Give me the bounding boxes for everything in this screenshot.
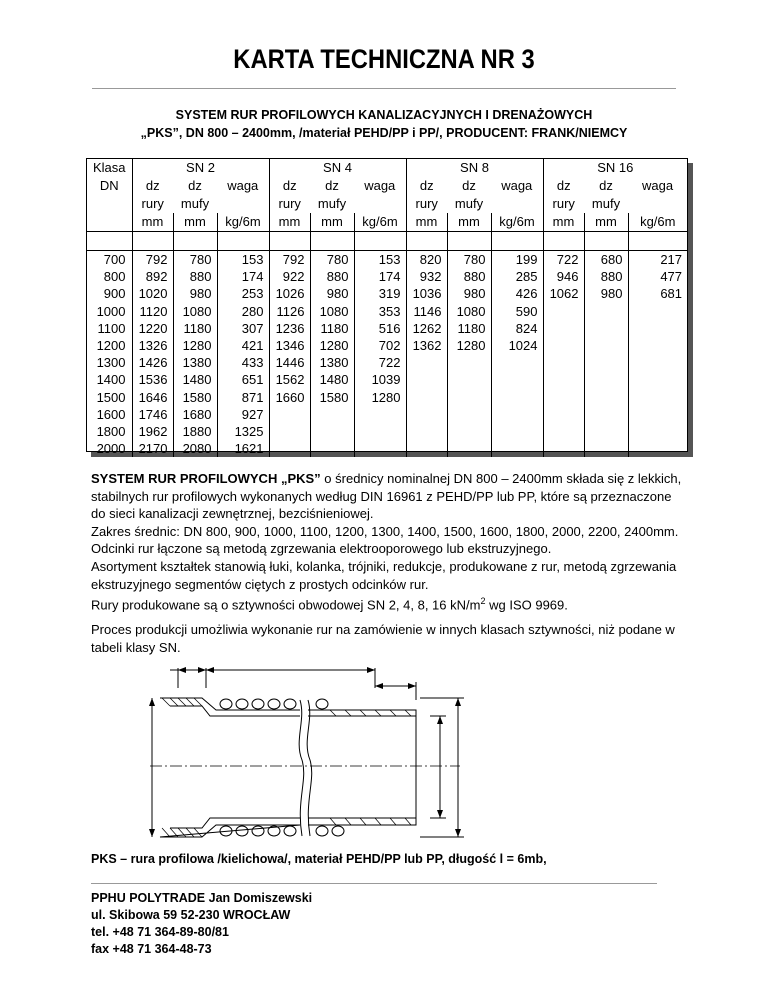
header-mufy: mufy (180, 196, 210, 211)
cell-value (269, 406, 310, 423)
cell-value: 253 (217, 285, 269, 302)
header-klasa: Klasa (92, 160, 126, 175)
header-sn4: SN 4 (269, 159, 406, 177)
table-row (87, 320, 687, 337)
cell-dn: 2000 (96, 441, 126, 457)
cell-value: 1080 (447, 303, 491, 320)
cell-value (447, 389, 491, 406)
cell-value: 680 (584, 251, 628, 269)
cell-value: 871 (217, 389, 269, 406)
table-row (87, 268, 687, 285)
cell-value: 792 (132, 251, 173, 269)
cell-value (310, 406, 354, 423)
cell-value: 477 (628, 268, 687, 285)
cell-value: 1580 (173, 389, 217, 406)
cell-value: 722 (543, 251, 584, 269)
cell-value (584, 337, 628, 354)
desc-line: do sieci kanalizacji zewnętrznej, bezciśnieniowej. (91, 506, 374, 522)
cell-value: 1746 (132, 406, 173, 423)
table-row (87, 423, 687, 440)
cell-value: 1026 (269, 285, 310, 302)
cell-value: 1562 (269, 371, 310, 388)
cell-value (491, 406, 543, 423)
cell-value: 1480 (173, 371, 217, 388)
cell-value (354, 423, 406, 440)
cell-value (491, 423, 543, 440)
header-mufy: mufy (591, 196, 621, 211)
cell-value: 1036 (406, 285, 447, 302)
cell-value: 1180 (447, 320, 491, 337)
cell-value: 1446 (269, 354, 310, 371)
cell-dn: 1200 (96, 338, 126, 354)
cell-value (447, 423, 491, 440)
cell-value (628, 337, 687, 354)
cell-value: 980 (447, 285, 491, 302)
cell-value (628, 320, 687, 337)
header-mm: mm (584, 213, 628, 232)
header-sn8: SN 8 (406, 159, 543, 177)
table-row (87, 337, 687, 354)
break-line (307, 700, 312, 836)
title-divider (92, 88, 676, 89)
desc-line: wg ISO 9969. (485, 597, 568, 613)
cell-value: 590 (491, 303, 543, 320)
cell-value: 1646 (132, 389, 173, 406)
cell-value: 792 (269, 251, 310, 269)
company-address: ul. Skibowa 59 52-230 WROCŁAW (91, 908, 291, 922)
cell-value: 927 (217, 406, 269, 423)
cell-value: 307 (217, 320, 269, 337)
desc-line: Odcinki rur łączone są metodą zgrzewania elektrooporowego lub ekstruzyjnego. (91, 541, 552, 557)
footer-divider (91, 883, 657, 884)
cell-value (310, 423, 354, 440)
cell-value: 1621 (217, 440, 269, 457)
cell-value: 1080 (310, 303, 354, 320)
cell-value (447, 440, 491, 457)
cell-value: 421 (217, 337, 269, 354)
cell-value (543, 406, 584, 423)
table-row (87, 406, 687, 423)
cell-value: 892 (132, 268, 173, 285)
cell-dn: 1300 (96, 355, 126, 371)
description-paragraph (91, 470, 691, 614)
header-waga: waga (364, 178, 396, 193)
prod-line: tabeli klasy SN. (91, 639, 181, 655)
cell-value (584, 423, 628, 440)
cell-value: 824 (491, 320, 543, 337)
cell-value: 820 (406, 251, 447, 269)
cell-value (354, 406, 406, 423)
cell-value (628, 371, 687, 388)
header-dz: dz (325, 178, 339, 193)
cell-value: 1380 (173, 354, 217, 371)
cell-value (354, 440, 406, 457)
cell-value: 1080 (173, 303, 217, 320)
header-rury: rury (269, 195, 310, 213)
header-dz: dz (543, 177, 584, 195)
cell-dn: 700 (103, 252, 126, 267)
cell-value: 1962 (132, 423, 173, 440)
header-dz: dz (599, 178, 613, 193)
page-title: KARTA TECHNICZNA NR 3 (233, 44, 535, 74)
cell-value (491, 389, 543, 406)
cell-value: 980 (310, 285, 354, 302)
header-rury: rury (132, 195, 173, 213)
cell-value (628, 440, 687, 457)
cell-value: 880 (447, 268, 491, 285)
cell-value: 217 (628, 251, 687, 269)
cell-value (584, 320, 628, 337)
cell-value: 174 (217, 268, 269, 285)
desc-line: Rury produkowane są o sztywności obwodowej SN 2, 4, 8, 16 kN/m (91, 597, 481, 613)
cell-value (406, 389, 447, 406)
cell-value: 722 (354, 354, 406, 371)
cell-dn: 1000 (96, 303, 126, 319)
header-mm: mm (406, 213, 447, 232)
desc-line: stabilnych rur profilowych wykonanych według DIN 16961 z PEHD/PP lub PP, które są przeznaczone (91, 488, 672, 504)
cell-value: 1062 (543, 285, 584, 302)
profile-rings-top (220, 699, 328, 709)
pipe-inner-wall (170, 706, 416, 828)
header-sn2: SN 2 (132, 159, 269, 177)
cell-value: 153 (354, 251, 406, 269)
cell-value: 1536 (132, 371, 173, 388)
cell-value: 1680 (173, 406, 217, 423)
header-rury: rury (543, 195, 584, 213)
cell-value (584, 354, 628, 371)
desc-line: ekstruzyjnego segmentów ciętych z prostych odcinków rur. (91, 576, 429, 592)
cell-value (406, 423, 447, 440)
header-mm: mm (132, 213, 173, 232)
socket-hatch (162, 698, 411, 837)
cell-value: 1660 (269, 389, 310, 406)
header-mm: mm (269, 213, 310, 232)
cell-value (406, 440, 447, 457)
cell-value: 1120 (132, 303, 173, 320)
cell-value (447, 371, 491, 388)
cell-value: 426 (491, 285, 543, 302)
cell-value: 174 (354, 268, 406, 285)
cell-value: 1280 (173, 337, 217, 354)
header-dz: dz (406, 177, 447, 195)
cell-value: 651 (217, 371, 269, 388)
cell-value: 353 (354, 303, 406, 320)
desc-line: Zakres średnic: DN 800, 900, 1000, 1100, 1200, 1300, 1400, 1500, 1600, 1800, 2000, 2200, 2400mm. (91, 523, 679, 539)
cell-value (584, 440, 628, 457)
superscript: 2 (480, 596, 486, 607)
cell-value: 1180 (310, 320, 354, 337)
cell-value: 1126 (269, 303, 310, 320)
cell-value: 1039 (354, 371, 406, 388)
company-tel: tel. +48 71 364-89-80/81 (91, 925, 229, 939)
company-fax: fax +48 71 364-48-73 (91, 942, 212, 956)
dim-arrows (149, 667, 461, 837)
cell-value: 780 (173, 251, 217, 269)
cell-value: 1346 (269, 337, 310, 354)
table-row (87, 440, 687, 457)
cell-value: 1280 (354, 389, 406, 406)
cell-value: 880 (310, 268, 354, 285)
cell-value: 780 (447, 251, 491, 269)
header-mm: mm (310, 213, 354, 232)
cell-value: 1380 (310, 354, 354, 371)
cell-value (628, 303, 687, 320)
cell-value (628, 406, 687, 423)
subtitle-line-1: SYSTEM RUR PROFILOWYCH KANALIZACYJNYCH I DRENAŻOWYCH (175, 108, 593, 122)
cell-value (543, 423, 584, 440)
cell-dn: 800 (103, 269, 126, 285)
company-name: PPHU POLYTRADE Jan Domiszewski (91, 891, 313, 905)
header-dz: dz (269, 177, 310, 195)
cell-value: 2170 (132, 440, 173, 457)
header-dn: DN (99, 178, 119, 193)
header-dz: dz (462, 178, 476, 193)
cell-value: 1262 (406, 320, 447, 337)
header-waga: waga (501, 178, 533, 193)
cell-value (543, 389, 584, 406)
cell-value (543, 440, 584, 457)
cell-dn: 1400 (96, 372, 126, 388)
cell-value: 1426 (132, 354, 173, 371)
cell-value (584, 389, 628, 406)
cell-value: 1326 (132, 337, 173, 354)
cell-value (406, 406, 447, 423)
cell-value (628, 354, 687, 371)
cell-value: 285 (491, 268, 543, 285)
cell-value (584, 303, 628, 320)
cell-value: 1146 (406, 303, 447, 320)
cell-value: 2080 (173, 440, 217, 457)
header-dz: dz (188, 178, 202, 193)
break-line (299, 700, 304, 836)
cell-value: 433 (217, 354, 269, 371)
cell-value (543, 303, 584, 320)
header-mm: mm (173, 213, 217, 232)
cell-value: 880 (584, 268, 628, 285)
profile-rings-bottom (220, 826, 344, 836)
cell-dn: 1800 (96, 424, 126, 440)
cell-value: 319 (354, 285, 406, 302)
cell-value: 932 (406, 268, 447, 285)
company-footer (91, 890, 312, 958)
cell-value: 1280 (447, 337, 491, 354)
cell-value: 1480 (310, 371, 354, 388)
header-dz: dz (132, 177, 173, 195)
header-kg: kg/6m (491, 213, 543, 232)
header-kg: kg/6m (217, 213, 269, 232)
header-mm: mm (447, 213, 491, 232)
header-kg: kg/6m (354, 213, 406, 232)
pipe-drawing (130, 660, 490, 840)
cell-value: 1580 (310, 389, 354, 406)
table-body (87, 251, 687, 458)
cell-value: 1325 (217, 423, 269, 440)
cell-value: 153 (217, 251, 269, 269)
cell-dn: 1600 (96, 406, 126, 422)
header-rury: rury (406, 195, 447, 213)
header-mm: mm (543, 213, 584, 232)
system-name: SYSTEM RUR PROFILOWYCH „PKS” (91, 471, 321, 486)
cell-value (543, 354, 584, 371)
header-mufy: mufy (317, 196, 347, 211)
cell-value: 980 (584, 285, 628, 302)
cell-value: 280 (217, 303, 269, 320)
cell-value (269, 423, 310, 440)
table-row (87, 303, 687, 320)
cell-value: 922 (269, 268, 310, 285)
cell-value: 1020 (132, 285, 173, 302)
table-row (87, 389, 687, 406)
cell-value: 880 (173, 268, 217, 285)
cell-value: 1236 (269, 320, 310, 337)
cell-value (491, 354, 543, 371)
cell-value: 1362 (406, 337, 447, 354)
table-row (87, 285, 687, 302)
cell-value (406, 354, 447, 371)
cell-value: 702 (354, 337, 406, 354)
prod-line: Proces produkcji umożliwia wykonanie rur na zamówienie w innych klasach sztywności, niż podane w (91, 622, 675, 637)
cell-value (491, 440, 543, 457)
cell-value: 780 (310, 251, 354, 269)
cell-dn: 1500 (96, 389, 126, 405)
table-row (87, 371, 687, 388)
cell-value: 1180 (173, 320, 217, 337)
drawing-caption: PKS – rura profilowa /kielichowa/, materiał PEHD/PP lub PP, długość l = 6mb, (91, 852, 547, 866)
cell-value (628, 423, 687, 440)
header-kg: kg/6m (628, 213, 687, 232)
cell-value (269, 440, 310, 457)
cell-dn: 900 (103, 286, 126, 302)
cell-value (447, 354, 491, 371)
table-row (87, 251, 687, 269)
table-row (87, 354, 687, 371)
cell-value (447, 406, 491, 423)
cell-value: 946 (543, 268, 584, 285)
header-waga: waga (227, 178, 259, 193)
cell-value: 1880 (173, 423, 217, 440)
header-waga: waga (641, 178, 674, 193)
cell-value (543, 320, 584, 337)
cell-value (628, 389, 687, 406)
header-sn16: SN 16 (543, 159, 687, 177)
desc-line: Asortyment kształtek stanowią łuki, kolanka, trójniki, redukcje, produkowane z rur, metodą zgrzewania (91, 558, 677, 574)
cell-value: 1220 (132, 320, 173, 337)
cell-value (491, 371, 543, 388)
cell-value: 1024 (491, 337, 543, 354)
cell-value: 1280 (310, 337, 354, 354)
cell-dn: 1100 (97, 320, 126, 336)
desc-line: o średnicy nominalnej DN 800 – 2400mm składa się z lekkich, (320, 471, 682, 486)
pipe-outline (160, 698, 416, 837)
cell-value: 199 (491, 251, 543, 269)
specification-table (86, 158, 688, 457)
cell-value (310, 440, 354, 457)
cell-value (406, 371, 447, 388)
cell-value (543, 371, 584, 388)
cell-value: 681 (628, 285, 687, 302)
cell-value: 980 (173, 285, 217, 302)
header-mufy: mufy (454, 196, 484, 211)
production-paragraph (91, 621, 691, 656)
cell-value: 516 (354, 320, 406, 337)
cell-value (584, 371, 628, 388)
cell-value (543, 337, 584, 354)
cell-value (584, 406, 628, 423)
subtitle-line-2: „PKS”, DN 800 – 2400mm, /materiał PEHD/PP i PP/, PRODUCENT: FRANK/NIEMCY (140, 126, 628, 140)
